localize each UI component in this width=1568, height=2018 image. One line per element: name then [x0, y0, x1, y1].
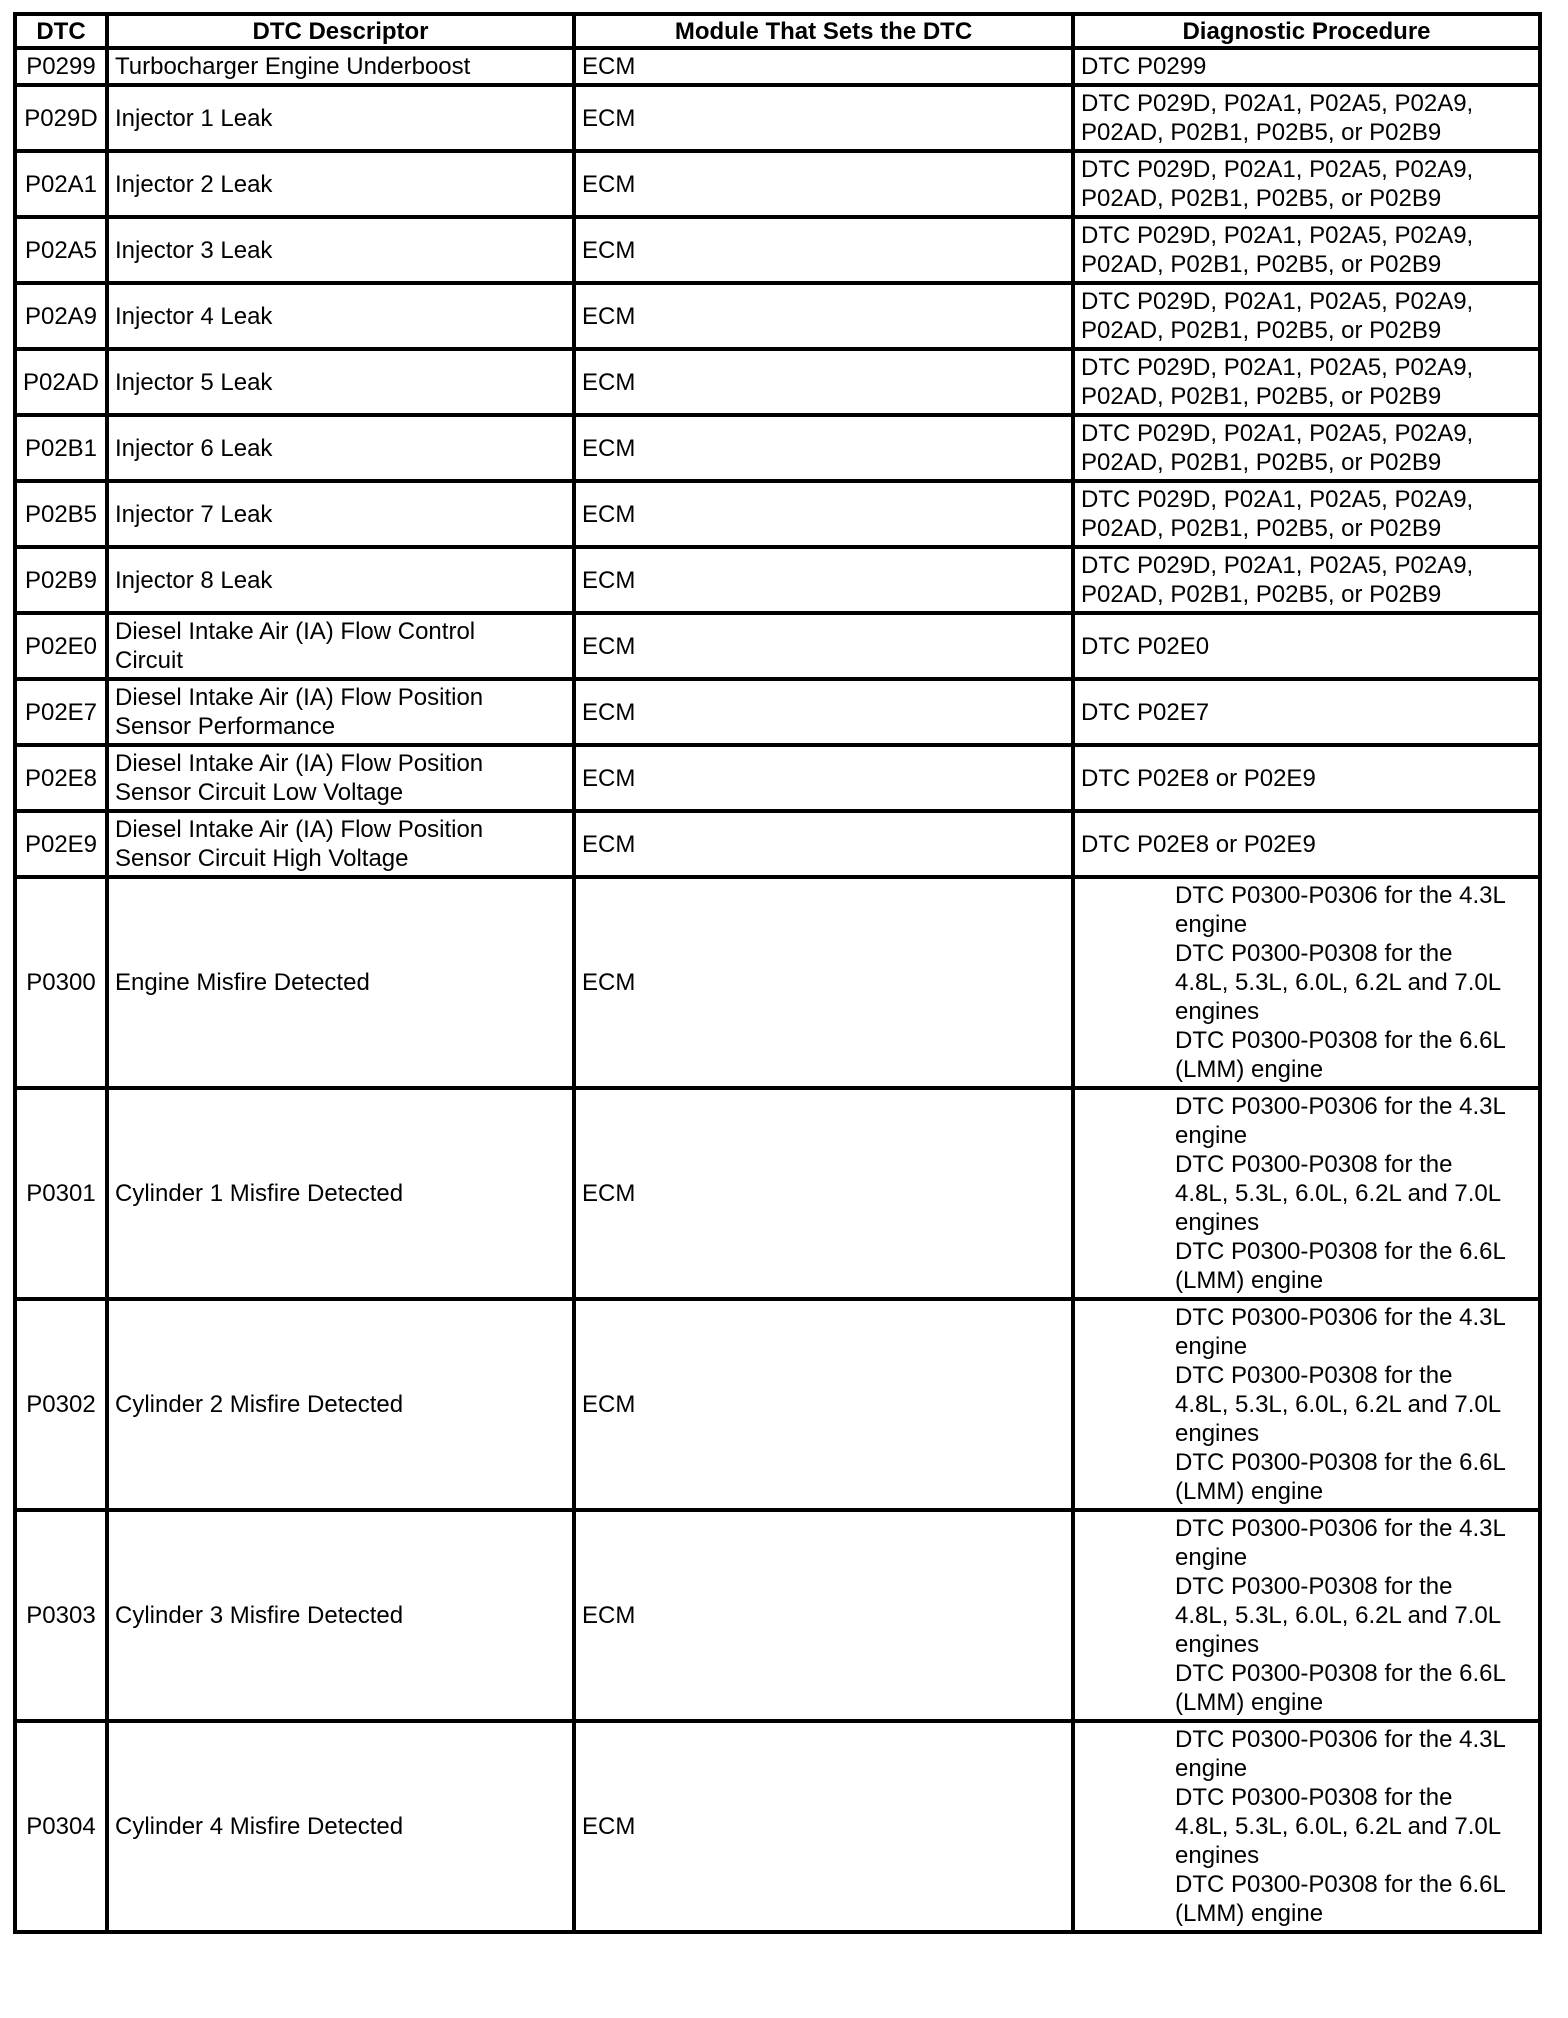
dtc-code-cell: P02B5 [15, 481, 107, 547]
module-cell: ECM [574, 151, 1073, 217]
descriptor-cell [107, 679, 574, 745]
procedure-line: (LMM) engine [1175, 1478, 1324, 1505]
procedure-cell [1073, 613, 1540, 679]
descriptor-cell [107, 283, 574, 349]
procedure-line: (LMM) engine [1175, 1689, 1324, 1716]
descriptor-cell [107, 1299, 574, 1510]
procedure-line: 4.8L, 5.3L, 6.0L, 6.2L and 7.0L [1175, 1180, 1502, 1207]
module-cell: ECM [574, 48, 1073, 85]
module-cell: ECM [574, 415, 1073, 481]
table-row [15, 811, 1540, 877]
procedure-cell [1073, 1510, 1540, 1721]
header-descriptor: DTC Descriptor [107, 14, 574, 48]
descriptor-line: Injector 1 Leak [115, 104, 273, 132]
table-row [15, 547, 1540, 613]
dtc-code-cell: P02E8 [15, 745, 107, 811]
dtc-code-cell: P0299 [15, 48, 107, 85]
procedure-line: (LMM) engine [1175, 1900, 1324, 1927]
descriptor-cell [107, 811, 574, 877]
procedure-line: (LMM) engine [1175, 1056, 1324, 1083]
procedure-line: DTC P0300-P0308 for the [1175, 1151, 1453, 1178]
procedure-line: P02AD, P02B1, P02B5, or P02B9 [1081, 185, 1442, 212]
module-cell: ECM [574, 1721, 1073, 1932]
procedure-cell [1073, 547, 1540, 613]
dtc-code-cell: P02A5 [15, 217, 107, 283]
descriptor-line: Engine Misfire Detected [115, 969, 370, 996]
module-cell: ECM [574, 811, 1073, 877]
procedure-line: 4.8L, 5.3L, 6.0L, 6.2L and 7.0L [1175, 1602, 1502, 1629]
table-row [15, 48, 1540, 85]
procedure-line: P02AD, P02B1, P02B5, or P02B9 [1081, 119, 1442, 146]
module-cell: ECM [574, 1510, 1073, 1721]
procedure-line: DTC P029D, P02A1, P02A5, P02A9, [1081, 222, 1474, 249]
descriptor-cell [107, 151, 574, 217]
table-row [15, 283, 1540, 349]
dtc-code-cell: P02AD [15, 349, 107, 415]
header-module: Module That Sets the DTC [574, 14, 1073, 48]
module-cell: ECM [574, 1299, 1073, 1510]
descriptor-line: Diesel Intake Air (IA) Flow Position [115, 684, 484, 711]
dtc-code-cell: P029D [15, 85, 107, 151]
table-row [15, 1088, 1540, 1299]
procedure-line: DTC P0300-P0308 for the [1175, 940, 1453, 967]
module-cell: ECM [574, 217, 1073, 283]
dtc-table [13, 12, 1542, 1934]
descriptor-line: Diesel Intake Air (IA) Flow Control [115, 618, 476, 645]
descriptor-line: Circuit [115, 647, 184, 674]
procedure-cell [1073, 1721, 1540, 1932]
procedure-line: engine [1175, 1755, 1248, 1782]
table-row [15, 679, 1540, 745]
descriptor-cell [107, 1721, 574, 1932]
procedure-line: P02AD, P02B1, P02B5, or P02B9 [1081, 581, 1442, 608]
procedure-line: DTC P02E7 [1081, 698, 1210, 726]
module-cell: ECM [574, 547, 1073, 613]
procedure-line: engine [1175, 1333, 1248, 1360]
descriptor-line: Turbocharger Engine Underboost [115, 53, 471, 80]
procedure-line: DTC P0299 [1081, 53, 1207, 80]
procedure-line: DTC P029D, P02A1, P02A5, P02A9, [1081, 156, 1474, 183]
procedure-line: DTC P0300-P0308 for the 6.6L [1175, 1027, 1506, 1054]
header-procedure: Diagnostic Procedure [1073, 14, 1540, 48]
procedure-line: P02AD, P02B1, P02B5, or P02B9 [1081, 251, 1442, 278]
procedure-line: DTC P0300-P0308 for the 6.6L [1175, 1660, 1506, 1687]
table-row [15, 151, 1540, 217]
descriptor-cell [107, 745, 574, 811]
module-cell: ECM [574, 85, 1073, 151]
procedure-line: DTC P02E0 [1081, 632, 1210, 660]
procedure-line: DTC P0300-P0308 for the [1175, 1573, 1453, 1600]
procedure-line: P02AD, P02B1, P02B5, or P02B9 [1081, 383, 1442, 410]
procedure-line: P02AD, P02B1, P02B5, or P02B9 [1081, 317, 1442, 344]
descriptor-cell [107, 1510, 574, 1721]
module-cell: ECM [574, 613, 1073, 679]
descriptor-line: Injector 4 Leak [115, 302, 273, 330]
procedure-line: DTC P02E8 or P02E9 [1081, 830, 1316, 858]
descriptor-cell [107, 547, 574, 613]
dtc-code-cell: P02A9 [15, 283, 107, 349]
module-cell: ECM [574, 1088, 1073, 1299]
dtc-code-cell: P0301 [15, 1088, 107, 1299]
procedure-cell [1073, 811, 1540, 877]
descriptor-line: Cylinder 4 Misfire Detected [115, 1813, 404, 1840]
descriptor-line: Cylinder 3 Misfire Detected [115, 1602, 404, 1629]
table-row [15, 217, 1540, 283]
procedure-line: DTC P029D, P02A1, P02A5, P02A9, [1081, 420, 1474, 447]
module-cell: ECM [574, 679, 1073, 745]
procedure-cell [1073, 745, 1540, 811]
descriptor-cell [107, 415, 574, 481]
procedure-line: DTC P0300-P0308 for the 6.6L [1175, 1238, 1506, 1265]
header-dtc: DTC [15, 14, 107, 48]
descriptor-line: Cylinder 2 Misfire Detected [115, 1391, 404, 1418]
dtc-code-cell: P02B9 [15, 547, 107, 613]
descriptor-line: Injector 8 Leak [115, 566, 273, 594]
procedure-line: (LMM) engine [1175, 1267, 1324, 1294]
module-cell: ECM [574, 745, 1073, 811]
procedure-line: 4.8L, 5.3L, 6.0L, 6.2L and 7.0L [1175, 969, 1502, 996]
table-row [15, 745, 1540, 811]
procedure-cell [1073, 1299, 1540, 1510]
procedure-line: engines [1175, 1842, 1260, 1869]
descriptor-line: Injector 2 Leak [115, 170, 273, 198]
dtc-code-cell: P02B1 [15, 415, 107, 481]
descriptor-cell [107, 1088, 574, 1299]
procedure-cell [1073, 283, 1540, 349]
procedure-line: DTC P0300-P0308 for the [1175, 1362, 1453, 1389]
descriptor-line: Diesel Intake Air (IA) Flow Position [115, 750, 484, 777]
procedure-line: DTC P02E8 or P02E9 [1081, 764, 1316, 792]
procedure-line: DTC P0300-P0306 for the 4.3L [1175, 1726, 1506, 1753]
module-cell: ECM [574, 349, 1073, 415]
procedure-cell [1073, 877, 1540, 1088]
descriptor-cell [107, 349, 574, 415]
table-row [15, 85, 1540, 151]
descriptor-line: Injector 6 Leak [115, 434, 273, 462]
module-cell: ECM [574, 481, 1073, 547]
table-row [15, 1299, 1540, 1510]
descriptor-cell [107, 85, 574, 151]
procedure-cell [1073, 415, 1540, 481]
procedure-line: DTC P029D, P02A1, P02A5, P02A9, [1081, 288, 1474, 315]
procedure-line: engines [1175, 998, 1260, 1025]
descriptor-line: Injector 7 Leak [115, 500, 273, 528]
table-row [15, 349, 1540, 415]
descriptor-line: Sensor Circuit High Voltage [115, 845, 409, 872]
procedure-line: DTC P0300-P0306 for the 4.3L [1175, 1515, 1506, 1542]
procedure-line: DTC P029D, P02A1, P02A5, P02A9, [1081, 552, 1474, 579]
descriptor-line: Diesel Intake Air (IA) Flow Position [115, 816, 484, 843]
descriptor-line: Cylinder 1 Misfire Detected [115, 1180, 404, 1207]
dtc-code-cell: P0304 [15, 1721, 107, 1932]
descriptor-line: Injector 5 Leak [115, 368, 273, 396]
module-cell: ECM [574, 283, 1073, 349]
dtc-code-cell: P02A1 [15, 151, 107, 217]
table-row [15, 1510, 1540, 1721]
header-row [15, 14, 1540, 48]
procedure-line: DTC P029D, P02A1, P02A5, P02A9, [1081, 486, 1474, 513]
descriptor-cell [107, 481, 574, 547]
procedure-line: DTC P029D, P02A1, P02A5, P02A9, [1081, 354, 1474, 381]
table-row [15, 877, 1540, 1088]
procedure-line: DTC P0300-P0308 for the [1175, 1784, 1453, 1811]
procedure-line: engine [1175, 1544, 1248, 1571]
procedure-cell [1073, 679, 1540, 745]
procedure-line: DTC P0300-P0308 for the 6.6L [1175, 1871, 1506, 1898]
procedure-line: DTC P029D, P02A1, P02A5, P02A9, [1081, 90, 1474, 117]
procedure-line: 4.8L, 5.3L, 6.0L, 6.2L and 7.0L [1175, 1391, 1502, 1418]
procedure-cell [1073, 217, 1540, 283]
table-row [15, 415, 1540, 481]
procedure-line: engines [1175, 1631, 1260, 1658]
procedure-cell [1073, 1088, 1540, 1299]
procedure-cell [1073, 151, 1540, 217]
descriptor-cell [107, 877, 574, 1088]
procedure-cell [1073, 349, 1540, 415]
procedure-line: DTC P0300-P0306 for the 4.3L [1175, 882, 1506, 909]
module-cell: ECM [574, 877, 1073, 1088]
procedure-line: engine [1175, 911, 1248, 938]
descriptor-line: Sensor Circuit Low Voltage [115, 779, 404, 806]
procedure-line: DTC P0300-P0306 for the 4.3L [1175, 1093, 1506, 1120]
procedure-line: engines [1175, 1209, 1260, 1236]
procedure-line: engine [1175, 1122, 1248, 1149]
procedure-line: 4.8L, 5.3L, 6.0L, 6.2L and 7.0L [1175, 1813, 1502, 1840]
procedure-cell [1073, 85, 1540, 151]
dtc-code-cell: P02E7 [15, 679, 107, 745]
table-row [15, 1721, 1540, 1932]
procedure-line: P02AD, P02B1, P02B5, or P02B9 [1081, 449, 1442, 476]
descriptor-cell [107, 48, 574, 85]
table-row [15, 613, 1540, 679]
descriptor-cell [107, 613, 574, 679]
procedure-cell [1073, 48, 1540, 85]
procedure-line: P02AD, P02B1, P02B5, or P02B9 [1081, 515, 1442, 542]
dtc-code-cell: P02E0 [15, 613, 107, 679]
table-row [15, 481, 1540, 547]
procedure-line: DTC P0300-P0306 for the 4.3L [1175, 1304, 1506, 1331]
descriptor-line: Sensor Performance [115, 713, 336, 740]
dtc-code-cell: P02E9 [15, 811, 107, 877]
dtc-code-cell: P0302 [15, 1299, 107, 1510]
procedure-line: engines [1175, 1420, 1260, 1447]
descriptor-line: Injector 3 Leak [115, 236, 273, 264]
dtc-code-cell: P0303 [15, 1510, 107, 1721]
descriptor-cell [107, 217, 574, 283]
procedure-line: DTC P0300-P0308 for the 6.6L [1175, 1449, 1506, 1476]
dtc-code-cell: P0300 [15, 877, 107, 1088]
procedure-cell [1073, 481, 1540, 547]
table-body [15, 48, 1540, 1932]
